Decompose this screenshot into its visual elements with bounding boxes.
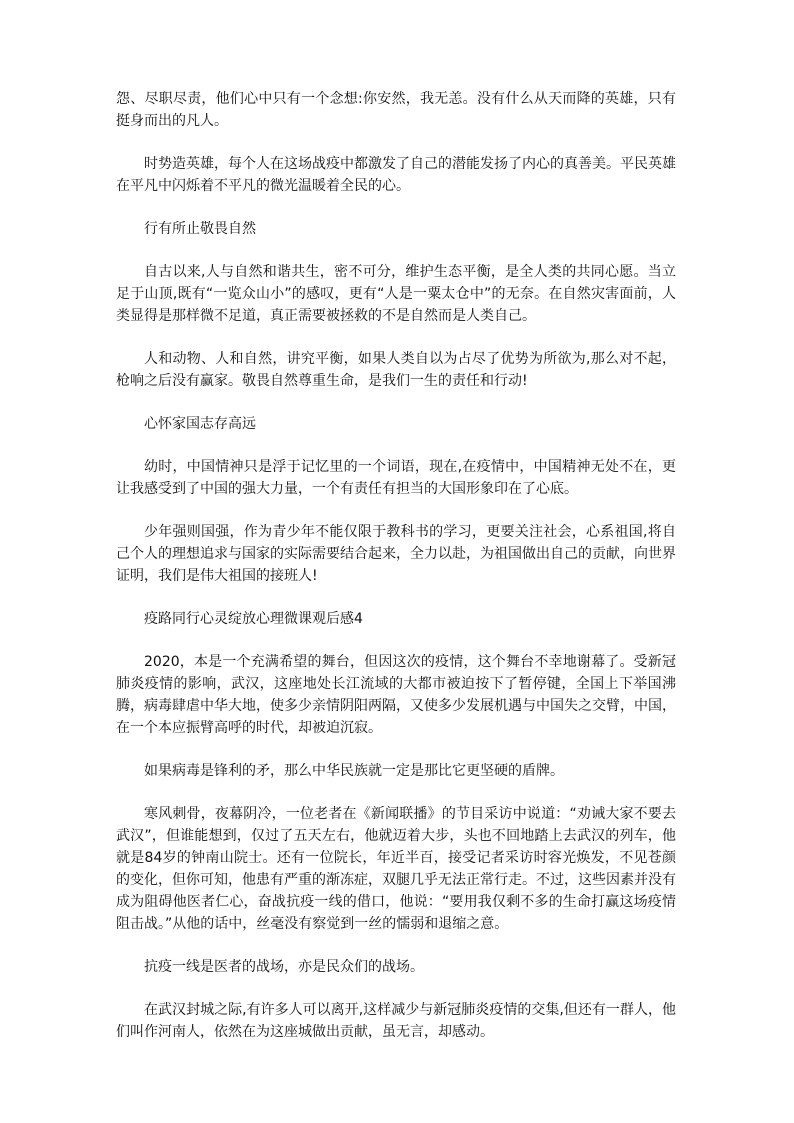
paragraph: 幼时，中国情神只是浮于记忆里的一个词语，现在,在疫情中，中国精神无处不在，更让我感受到了中国的强大力量，一个有责任有担当的大国形象印在了心底。	[116, 459, 676, 497]
paragraph: 时势造英雄，每个人在这场战疫中都激发了自己的潜能发扬了内心的真善美。平民英雄在平凡中闪烁着不平凡的微光温暖着全民的心。	[116, 156, 676, 194]
paragraph: 2020，本是一个充满希望的舞台，但因这次的疫情，这个舞台不幸地谢幕了。受新冠肺炎疫情的影响，武汉，这座地处长江流域的大都市被迫按下了暂停键，全国上下举国沸腾，病毒肆虐中华大地，使多少亲情阴阳两隔，又使多少发展机遇与中国失之交臂，中国，在一个本应振臂高呼的时代，却被迫沉寂。	[116, 654, 676, 736]
section-heading: 心怀家国志存高远	[144, 416, 256, 432]
article-title: 疫路同行心灵绽放心理微课观后感4	[144, 611, 363, 627]
paragraph: 如果病毒是锋利的矛，那么中华民族就一定是那比它更坚硬的盾牌。	[144, 763, 564, 779]
section-heading: 行有所止敬畏自然	[144, 221, 256, 237]
paragraph: 少年强则国强，作为青少年不能仅限于教科书的学习，更要关注社会，心系祖国,将自己个人的理想追求与国家的实际需要结合起来，全力以赴，为祖国做出自己的贡献，向世界证明，我们是伟大祖国的接班人!	[116, 524, 676, 584]
paragraph: 在武汉封城之际,有许多人可以离开,这样减少与新冠肺炎疫情的交集,但还有一群人，他们叫作河南人，依然在为这座城做出贡献，虽无言，却感动。	[116, 1002, 676, 1040]
paragraph: 自古以来,人与自然和谐共生，密不可分，维护生态平衡，是全人类的共同心愿。当立足于山顶,既有“一览众山小”的感叹，更有“人是一粟太仓中”的无奈。在自然灾害面前，人类显得是那样微不足道，真正需要被拯救的不是自然而是人类自己。	[116, 264, 676, 324]
document-page	[116, 88, 676, 1064]
paragraph: 人和动物、人和自然，讲究平衡，如果人类自以为占尽了优势为所欲为,那么对不起，枪响之后没有赢家。敬畏自然尊重生命，是我们一生的责任和行动!	[116, 351, 676, 389]
paragraph: 怨、尽职尽责，他们心中只有一个念想:你安然，我无恙。没有什么从天而降的英雄，只有挺身而出的凡人。	[116, 91, 676, 129]
paragraph: 寒风刺骨，夜幕阴冷，一位老者在《新闻联播》的节目采访中说道：“劝诫大家不要去武汉”，但谁能想到，仅过了五天左右，他就迈着大步，头也不回地踏上去武汉的列车，他就是84岁的钟南山院士。还有一位院长，年近半百，接受记者采访时容光焕发，不见苍颜的变化，但你可知，他患有严重的渐冻症，双腿几乎无法正常行走。不过，这些因素并没有成为阻碍他医者仁心，奋战抗疫一线的借口，他说：“要用我仅剩不多的生命打赢这场疫情阻击战。”从他的话中，丝毫没有察觉到一丝的懦弱和退缩之意。	[116, 806, 676, 932]
paragraph: 抗疫一线是医者的战场，亦是民众们的战场。	[144, 959, 424, 975]
